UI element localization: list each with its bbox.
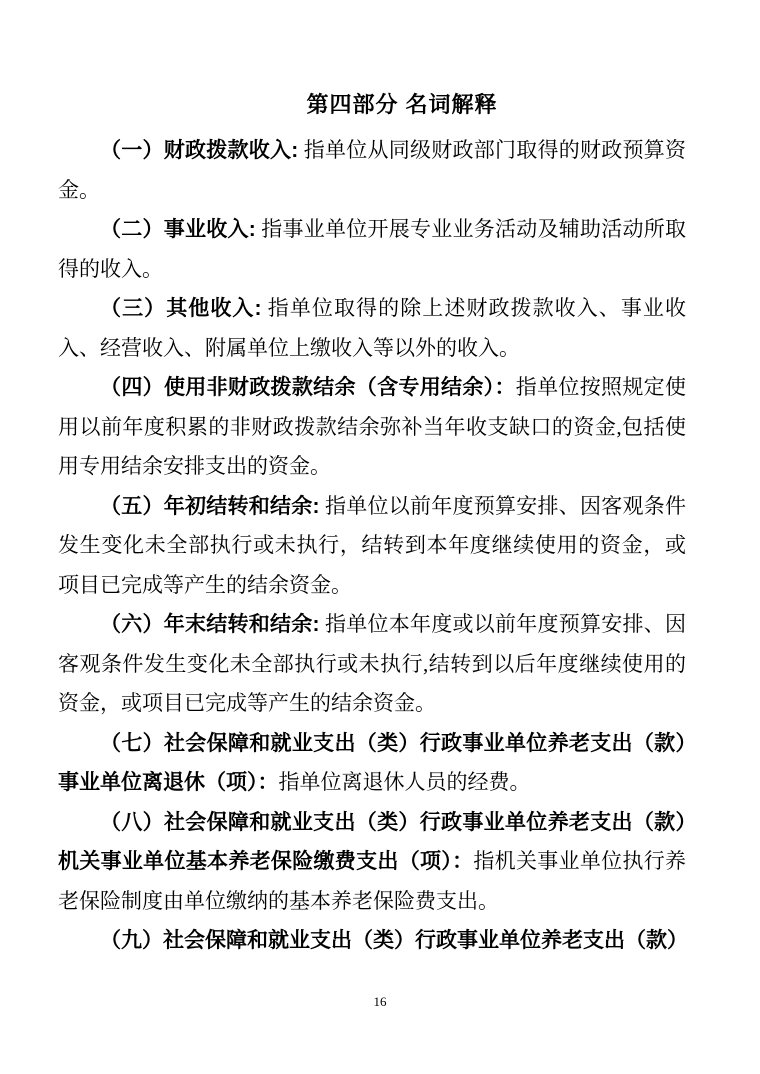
term-label: （一）财政拨款收入: [100, 139, 299, 162]
page-number: 16 [373, 994, 387, 1009]
term-definition: 指机关事业单位执行养老保险制度由单位缴纳的基本养老保险费支出。 [58, 849, 687, 913]
term-definition: 指事业单位开展专业业务活动及辅助活动所取得的收入。 [58, 217, 686, 281]
term-definition: 指单位按照规定使用以前年度积累的非财政拨款结余弥补当年收支缺口的资金,包括使用专用结余安排支出的资金。 [58, 375, 687, 478]
term-definition: 指单位以前年度预算安排、因客观条件发生变化未全部执行或未执行，结转到本年度继续使用的资金，或项目已完成等产生的结余资金。 [58, 493, 686, 597]
term-label: （四）使用非财政拨款结余（含专用结余）： [100, 376, 516, 399]
definition-paragraph-3 [58, 289, 686, 368]
definition-paragraph-7 [58, 724, 686, 803]
term-label: （八）社会保障和就业支出（类）行政事业单位养老支出（款）机关事业单位基本养老保险缴费支出（项）： [58, 810, 686, 873]
page-title: 第四部分 名词解释 [306, 92, 498, 117]
definition-paragraph-2 [58, 210, 686, 289]
definition-paragraph-4 [58, 368, 686, 487]
term-label: （三）其他收入: [100, 297, 262, 320]
document-body [58, 131, 686, 961]
term-label: （七）社会保障和就业支出（类）行政事业单位养老支出（款）事业单位离退休（项）： [58, 731, 686, 794]
definition-paragraph-9 [58, 921, 686, 961]
term-definition: 指单位从同级财政部门取得的财政预算资金。 [58, 138, 686, 202]
term-label: （五）年初结转和结余: [100, 494, 320, 518]
term-definition: 指单位取得的除上述财政拨款收入、事业收入、经营收入、附属单位上缴收入等以外的收入。 [58, 296, 686, 360]
definition-paragraph-5 [58, 487, 686, 606]
definition-paragraph-1 [58, 131, 686, 210]
term-definition: 指单位本年度或以前年度预算安排、因客观条件发生变化未全部执行或未执行,结转到以后年度继续使用的资金，或项目已完成等产生的结余资金。 [58, 612, 686, 715]
definition-paragraph-8 [58, 803, 686, 922]
term-label: （二）事业收入: [100, 218, 256, 241]
term-definition: 指单位离退休人员的经费。 [278, 770, 531, 794]
term-label: （六）年末结转和结余: [100, 613, 320, 636]
term-label: （九）社会保障和就业支出（类）行政事业单位养老支出（款） [100, 929, 688, 952]
definition-paragraph-6 [58, 605, 686, 724]
